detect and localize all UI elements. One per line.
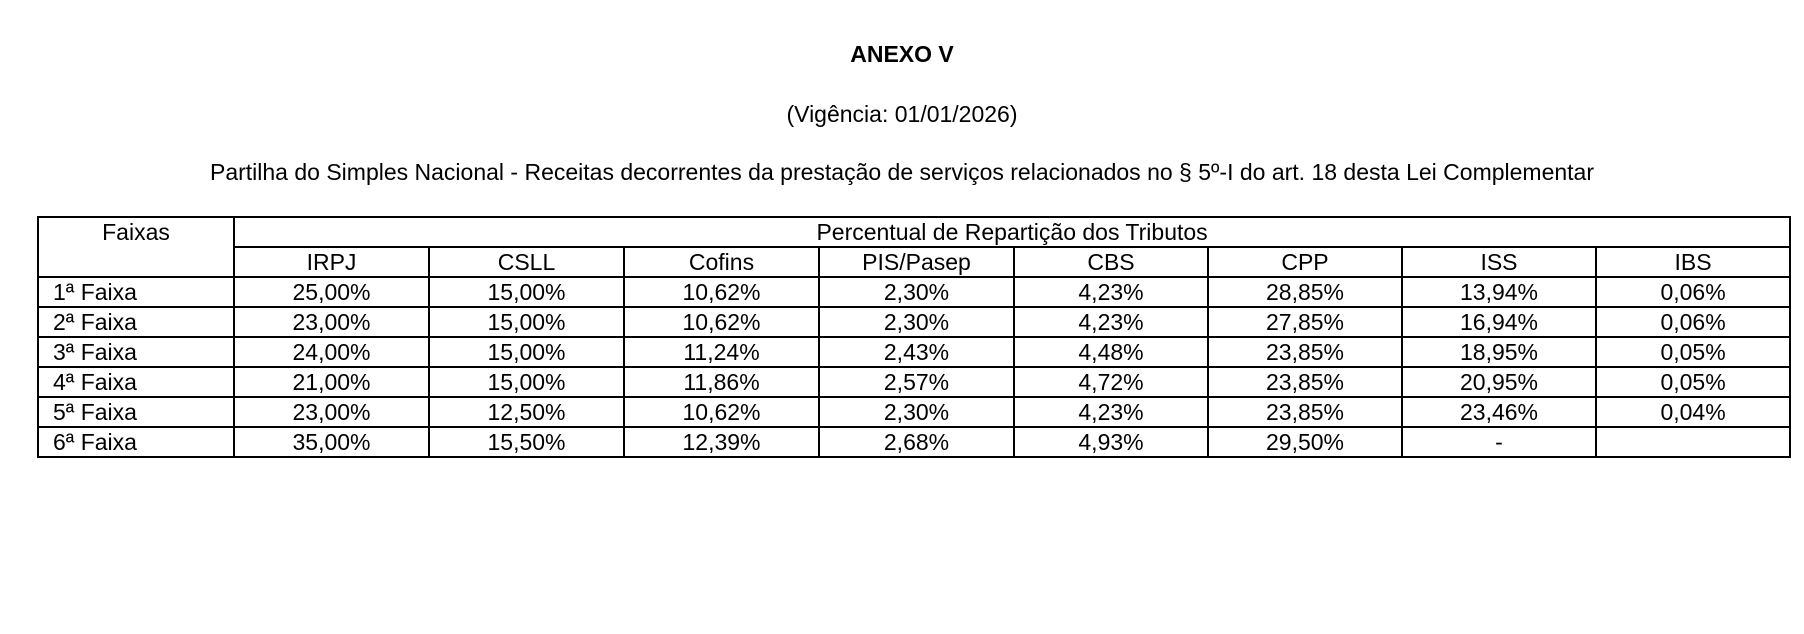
- column-header: CPP: [1208, 247, 1402, 277]
- column-header: IRPJ: [234, 247, 429, 277]
- column-header: IBS: [1596, 247, 1790, 277]
- value-cell: 4,23%: [1014, 397, 1208, 427]
- value-cell: 27,85%: [1208, 307, 1402, 337]
- value-cell: 23,46%: [1402, 397, 1596, 427]
- value-cell: 35,00%: [234, 427, 429, 457]
- table-row: [38, 397, 1790, 427]
- faixas-header: Faixas: [38, 217, 234, 277]
- value-cell: 18,95%: [1402, 337, 1596, 367]
- value-cell: 24,00%: [234, 337, 429, 367]
- document-vigencia: (Vigência: 01/01/2026): [786, 101, 1018, 127]
- value-cell: 0,06%: [1596, 277, 1790, 307]
- value-cell: 21,00%: [234, 367, 429, 397]
- value-cell: 15,00%: [429, 337, 624, 367]
- value-cell: 4,23%: [1014, 277, 1208, 307]
- column-header: Cofins: [624, 247, 819, 277]
- value-cell: 23,00%: [234, 397, 429, 427]
- faixa-cell: 3ª Faixa: [38, 337, 234, 367]
- column-header: PIS/Pasep: [819, 247, 1014, 277]
- value-cell: 2,43%: [819, 337, 1014, 367]
- table-row: [38, 307, 1790, 337]
- table-row: [38, 367, 1790, 397]
- value-cell: 0,05%: [1596, 367, 1790, 397]
- value-cell: 2,30%: [819, 277, 1014, 307]
- value-cell: 11,24%: [624, 337, 819, 367]
- faixa-cell: 1ª Faixa: [38, 277, 234, 307]
- value-cell: 4,48%: [1014, 337, 1208, 367]
- value-cell: 25,00%: [234, 277, 429, 307]
- value-cell: 0,05%: [1596, 337, 1790, 367]
- value-cell: 10,62%: [624, 277, 819, 307]
- value-cell: 15,00%: [429, 367, 624, 397]
- value-cell: 13,94%: [1402, 277, 1596, 307]
- table-row: [38, 337, 1790, 367]
- column-header-row: [38, 247, 1790, 277]
- value-cell: 2,57%: [819, 367, 1014, 397]
- value-cell: 11,86%: [624, 367, 819, 397]
- value-cell: 20,95%: [1402, 367, 1596, 397]
- value-cell: 15,50%: [429, 427, 624, 457]
- value-cell: 2,30%: [819, 397, 1014, 427]
- value-cell: 23,00%: [234, 307, 429, 337]
- value-cell: 23,85%: [1208, 397, 1402, 427]
- value-cell: 29,50%: [1208, 427, 1402, 457]
- document-title: ANEXO V: [850, 41, 954, 67]
- value-cell: -: [1402, 427, 1596, 457]
- value-cell: 10,62%: [624, 307, 819, 337]
- table-row: [38, 277, 1790, 307]
- value-cell: 23,85%: [1208, 367, 1402, 397]
- table-row: [38, 427, 1790, 457]
- document-subtitle: Partilha do Simples Nacional - Receitas decorrentes da prestação de serviços relacionados no § 5º-I do art. 18 desta Lei Complementar: [209, 159, 1595, 185]
- faixa-cell: 4ª Faixa: [38, 367, 234, 397]
- value-cell: 28,85%: [1208, 277, 1402, 307]
- value-cell: 12,50%: [429, 397, 624, 427]
- value-cell: 2,68%: [819, 427, 1014, 457]
- group-header: Percentual de Repartição dos Tributos: [234, 217, 1790, 247]
- value-cell: 0,06%: [1596, 307, 1790, 337]
- table-header-row: [38, 217, 1790, 247]
- column-header: CBS: [1014, 247, 1208, 277]
- value-cell: 23,85%: [1208, 337, 1402, 367]
- value-cell: 10,62%: [624, 397, 819, 427]
- value-cell: 0,04%: [1596, 397, 1790, 427]
- value-cell: [1596, 427, 1790, 457]
- value-cell: 15,00%: [429, 307, 624, 337]
- value-cell: 4,23%: [1014, 307, 1208, 337]
- value-cell: 15,00%: [429, 277, 624, 307]
- column-header: CSLL: [429, 247, 624, 277]
- value-cell: 4,93%: [1014, 427, 1208, 457]
- value-cell: 2,30%: [819, 307, 1014, 337]
- tax-share-table: [37, 216, 1791, 458]
- value-cell: 12,39%: [624, 427, 819, 457]
- value-cell: 16,94%: [1402, 307, 1596, 337]
- column-header: ISS: [1402, 247, 1596, 277]
- faixa-cell: 6ª Faixa: [38, 427, 234, 457]
- faixa-cell: 5ª Faixa: [38, 397, 234, 427]
- faixa-cell: 2ª Faixa: [38, 307, 234, 337]
- value-cell: 4,72%: [1014, 367, 1208, 397]
